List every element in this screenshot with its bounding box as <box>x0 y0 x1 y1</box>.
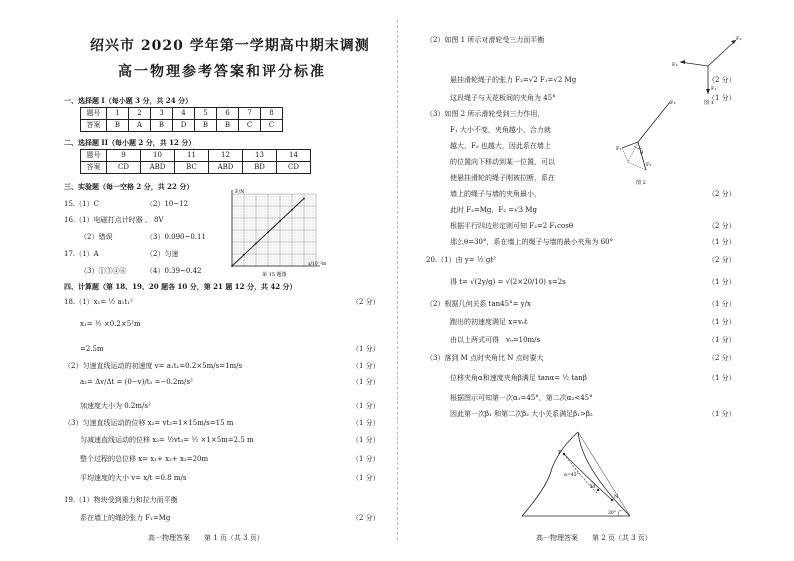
question-number: 8 <box>261 108 283 120</box>
s4-score: （2 分） <box>352 298 380 306</box>
s4-line: 18.（1）x₁= ½ a₁t₁² <box>64 298 133 306</box>
right-score: （1 分） <box>708 94 736 102</box>
right-line: 越大，F₂ 也越大，因此系在墙上 <box>450 142 551 150</box>
right-line: 跑出的初速度满足 x=v₀t <box>450 318 528 326</box>
section4-heading: 四、计算题（第 18、19、20 题各 10 分，第 21 题 12 分，共 42 分） <box>64 282 297 291</box>
s4-score: （1 分） <box>352 362 380 370</box>
answer-cell: BD <box>243 162 277 174</box>
right-score: （2 分） <box>708 354 736 362</box>
fig3-label-m: M <box>590 484 596 490</box>
s4-line: 加速度大小为 0.2m/s² <box>80 402 151 410</box>
s4-score: （1 分） <box>352 474 380 482</box>
s4-line: 系在墙上的绳的张力 F₁=Mg <box>80 514 171 522</box>
question-number: 1 <box>107 108 129 120</box>
right-score: （1 分） <box>708 336 736 344</box>
right-line: 这段绳子与天花板间的夹角为 45° <box>450 94 556 102</box>
fig3-label-p: P <box>558 450 562 456</box>
question-number: 2 <box>129 108 151 120</box>
right-score: （2 分） <box>708 256 736 264</box>
fig2-caption: 图 2 <box>636 180 646 186</box>
right-score: （2 分） <box>708 190 736 198</box>
right-line: 悬挂滑轮绳子的张力 F₂=√2 F₁=√2 Mg <box>450 76 577 84</box>
question-number: 5 <box>195 108 217 120</box>
s4-score: （1 分） <box>352 455 380 463</box>
right-line: 因此第一次β₁ 和第二次β₂ 大小关系满足β₁>β₂ <box>450 410 593 418</box>
s4-line: 平均速度的大小 v= x/t =0.8 m/s <box>80 474 187 482</box>
question-number: 12 <box>209 150 243 162</box>
right-score: （1 分） <box>708 278 736 286</box>
section3-heading: 三、实验题（每一空格 2 分，共 22 分） <box>64 182 194 191</box>
column-divider <box>397 20 398 540</box>
s4-score: （1 分） <box>352 345 380 353</box>
s4-line: =2.5m <box>80 345 104 353</box>
right-score: （2 分） <box>708 222 736 230</box>
s3-line-2a: （2）错误 <box>80 233 113 241</box>
s4-score: （1 分） <box>352 436 380 444</box>
right-score: （1 分） <box>708 410 736 418</box>
s3-line-3b: （2）匀速 <box>146 250 179 258</box>
fig1-label-f1b: F₁ <box>711 86 717 92</box>
section1-table <box>80 107 283 132</box>
footer-left: 高一物理答案 第 1 页（共 3 页） <box>148 534 264 542</box>
figure-1 <box>668 28 748 106</box>
page-title: 绍兴市 2020 学年第一学期高中期末调测 <box>90 38 370 54</box>
figure-2 <box>612 96 678 188</box>
right-line: 墙上的绳子与墙的夹角最小， <box>450 190 541 198</box>
page-subtitle: 高一物理参考答案和评分标准 <box>118 64 326 80</box>
question-number: 6 <box>217 108 239 120</box>
right-line: 根据平行四边形定则可知 F₂=2 F₁cosθ <box>450 222 574 230</box>
graph-xlabel: x/10⁻²m <box>308 262 327 267</box>
graph-caption: 第 15 题图 <box>262 272 287 278</box>
s4-line: a₂= Δv/Δt = (0−v)/t₃ =−0.2m/s² <box>80 378 193 386</box>
right-line: （2）如图 1 所示对滑轮受三力而平衡 <box>426 36 545 44</box>
answer-cell: B <box>195 120 217 132</box>
question-number: 9 <box>107 150 141 162</box>
question-number: 14 <box>277 150 311 162</box>
right-line: 此时 F₂=Mg，F₂ =√3 Mg <box>450 206 537 214</box>
s3-line-0b: （2）10~12 <box>146 200 189 208</box>
footer-right: 高一物理答案 第 2 页（共 3 页） <box>536 534 652 542</box>
s3-line-4b: （4）0.39~0.42 <box>146 267 202 275</box>
right-score: （1 分） <box>708 318 736 326</box>
answer-cell: C <box>261 120 283 132</box>
right-score: （1 分） <box>708 238 736 246</box>
answer-cell: CD <box>107 162 141 174</box>
right-line: 得 t= √(2y/g) = √(2×20/10) s=2s <box>450 278 566 286</box>
right-line: 由以上两式可得 v₀=10m/s <box>450 336 541 344</box>
right-line: F₁ 大小不变，夹角越小，合力就 <box>450 126 551 134</box>
right-score: （2 分） <box>708 76 736 84</box>
question-number: 11 <box>175 150 209 162</box>
fig2-label-f2: F₂ <box>670 100 676 106</box>
answer-cell: A <box>129 120 151 132</box>
question-number: 3 <box>151 108 173 120</box>
s4-score: （2 分） <box>352 514 380 522</box>
spring-graph <box>222 186 332 280</box>
s4-score: （1 分） <box>352 402 380 410</box>
s4-line: x₁= ½ ×0.2×5²m <box>80 320 141 328</box>
section1-heading: 一、选择题 I（每小题 3 分，共 24 分） <box>64 96 193 105</box>
s4-score: （1 分） <box>352 419 380 427</box>
fig2-label-f1a: F₁ <box>616 146 622 152</box>
answer-cell: B <box>151 120 173 132</box>
answer-cell: BC <box>175 162 209 174</box>
right-score: （1 分） <box>708 300 736 308</box>
s3-line-0a: 15.（1）C <box>64 200 99 208</box>
graph-ylabel: F/N <box>235 189 245 195</box>
right-line: （2）根据几何关系 tan45°= y/x <box>426 300 531 308</box>
s4-line: （3）匀速直线运动的位移 x₂= vt₂=1×15m/s=15 m <box>64 419 234 427</box>
right-line: （3）如图 2 所示滑轮受到三力作用， <box>426 110 545 118</box>
s4-line: （2）匀速直线运动的初速度 v= a₁t₁=0.2×5m/s=1m/s <box>64 362 243 370</box>
fig2-label-f1b: F₁ <box>646 162 652 168</box>
row-label: 答案 <box>81 162 107 174</box>
s3-line-4a: （3）①③④⑥ <box>80 267 127 275</box>
right-line: 那么θ=30°，系在墙上的绳子与墙的最小夹角为 60° <box>450 238 614 246</box>
fig3-label-alpha: α=45° <box>564 473 579 478</box>
answer-cell: B <box>107 120 129 132</box>
right-line: 20.（1）由 y= ½ gt² <box>426 256 496 264</box>
question-number: 7 <box>239 108 261 120</box>
question-number: 10 <box>141 150 175 162</box>
s4-score: （1 分） <box>352 378 380 386</box>
question-number: 4 <box>173 108 195 120</box>
fig2-label-theta: θ <box>640 150 644 156</box>
section2-heading: 二、选择题 II（每小题 2 分，共 12 分） <box>64 138 196 147</box>
right-line: 的位置向下移动到某一位置，可以 <box>450 158 555 166</box>
answer-cell: B <box>217 120 239 132</box>
answer-cell: ABD <box>141 162 175 174</box>
right-line: 位移夹角α和速度夹角β满足 tanα= ½ tanβ <box>450 374 587 382</box>
fig1-label-f2: F₂ <box>736 36 742 42</box>
answer-cell: ABD <box>209 162 243 174</box>
row-label: 答案 <box>81 120 107 132</box>
row-label: 题号 <box>81 108 107 120</box>
fig3-label-n: N <box>614 494 619 500</box>
answer-cell: D <box>173 120 195 132</box>
right-line: 使悬挂滑轮的绳子刚被拉断，系在 <box>450 174 555 182</box>
answer-cell: C <box>239 120 261 132</box>
figure-3 <box>512 428 636 520</box>
fig3-label-angle: 30° <box>608 511 616 516</box>
s3-line-1a: 16.（1）电磁打点计时器 、 8V <box>64 216 164 224</box>
row-label: 题号 <box>81 150 107 162</box>
right-line: （3）落到 M 点时夹角比 N 点时要大 <box>426 354 544 362</box>
s4-line: 整个过程的总位移 x= x₁+ x₂+ x₃=20m <box>80 455 209 463</box>
right-score: （1 分） <box>708 374 736 382</box>
section2-table <box>80 149 311 174</box>
fig1-label-f1a: F₁ <box>672 62 678 68</box>
answer-cell: CD <box>277 162 311 174</box>
s4-line: 19.（1）物块受到重力和拉力而平衡 <box>64 496 178 504</box>
fig1-caption: 图 1 <box>704 100 714 106</box>
s3-line-3a: 17.（1）A <box>64 250 99 258</box>
s4-line: 匀减速直线运动的位移 x₃= ½vt₃= ½ ×1×5m=2.5 m <box>80 436 254 444</box>
s3-line-2b: （3）0.090~0.11 <box>146 233 206 241</box>
question-number: 13 <box>243 150 277 162</box>
right-line: 根据图示可知第一次α₁=45°，第二次α₂<45° <box>450 394 593 402</box>
